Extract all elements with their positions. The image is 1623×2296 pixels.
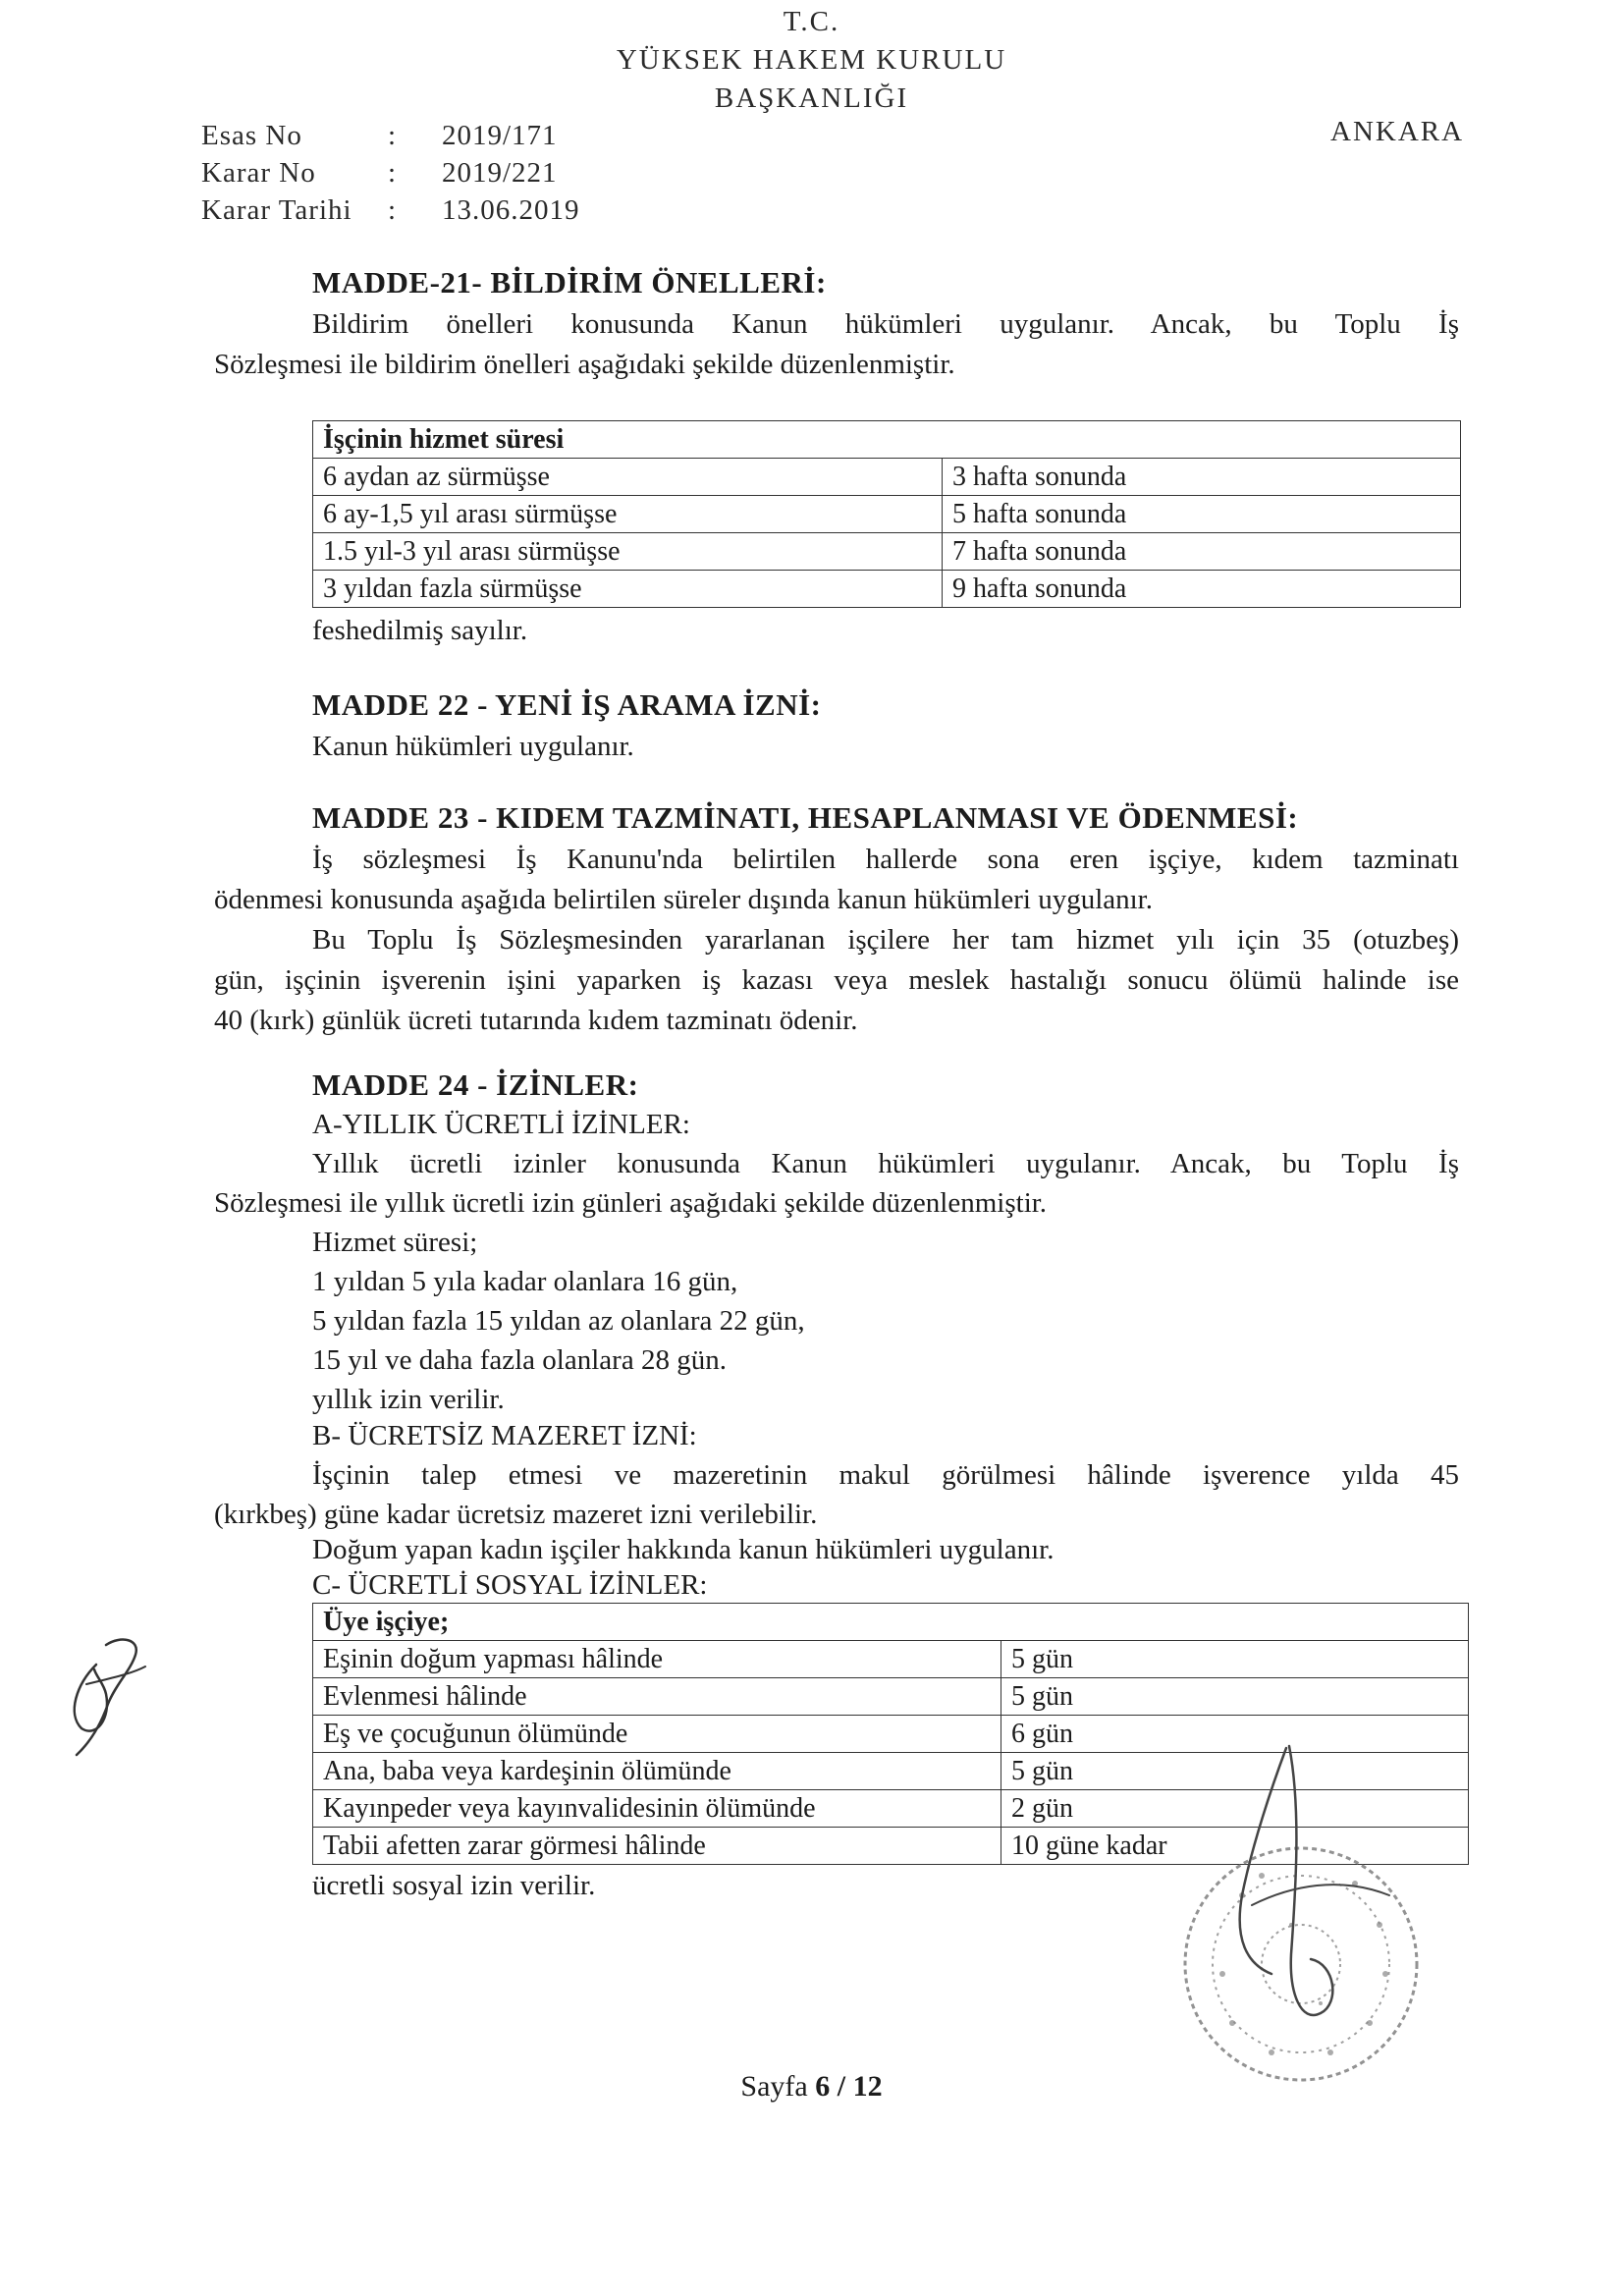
leave-event: Eş ve çocuğunun ölümünde (313, 1716, 1001, 1753)
notice-period: 3 yıldan fazla sürmüşse (313, 571, 943, 608)
table-row (313, 533, 1461, 571)
table-row (313, 571, 1461, 608)
meta-value: 2019/221 (442, 157, 558, 189)
header-tc: T.C. (783, 6, 840, 37)
m23-p2a: Bu Toplu İş Sözleşmesinden yararlanan işçilere her tam hizmet yılı için 35 (otuzbeş) (312, 924, 1459, 956)
notice-period: 6 ay-1,5 yıl arası sürmüşse (313, 496, 943, 533)
meta-karar-tarihi (201, 194, 580, 227)
meta-sep: : (388, 120, 398, 151)
header-city: ANKARA (1330, 116, 1465, 147)
table-row (313, 1678, 1469, 1716)
m21-p1b: Sözleşmesi ile bildirim önelleri aşağıdaki şekilde düzenlenmiştir. (214, 349, 955, 380)
table-row (313, 459, 1461, 496)
m24-b-title: B- ÜCRETSİZ MAZERET İZNİ: (312, 1420, 697, 1451)
m24-title: MADDE 24 - İZİNLER: (312, 1067, 639, 1102)
m23-p1b: ödenmesi konusunda aşağıda belirtilen süreler dışında kanun hükümleri uygulanır. (214, 884, 1153, 915)
notice-period: 6 aydan az sürmüşse (313, 459, 943, 496)
m23-p1a: İş sözleşmesi İş Kanunu'nda belirtilen hallerde sona eren işçiye, kıdem tazminatı (312, 844, 1459, 875)
page-label: Sayfa (740, 2070, 816, 2103)
page-number: 6 / 12 (815, 2070, 883, 2103)
leave-event: Ana, baba veya kardeşinin ölümünde (313, 1753, 1001, 1790)
m24-c-title: C- ÜCRETLİ SOSYAL İZİNLER: (312, 1569, 708, 1601)
meta-karar (201, 157, 558, 190)
header-institution: YÜKSEK HAKEM KURULU (616, 44, 1007, 76)
notice-duration: 3 hafta sonunda (943, 459, 1461, 496)
official-seal-stamp (1154, 1728, 1448, 2121)
notice-table (312, 420, 1461, 608)
m23-p2c: 40 (kırk) günlük ücreti tutarında kıdem tazminatı ödenir. (214, 1005, 858, 1036)
leave-event: Eşinin doğum yapması hâlinde (313, 1641, 1001, 1678)
m21-after: feshedilmiş sayılır. (312, 615, 528, 646)
leave-event: Kayınpeder veya kayınvalidesinin ölümünde (313, 1790, 1001, 1828)
meta-sep: : (388, 194, 398, 226)
m24-b-p1a: İşçinin talep etmesi ve mazeretinin makul görülmesi hâlinde işverence yılda 45 (312, 1459, 1459, 1491)
m24-a-l4: 15 yıl ve daha fazla olanlara 28 gün. (312, 1344, 727, 1376)
meta-value: 2019/171 (442, 120, 558, 151)
table-row (313, 496, 1461, 533)
social-leave-table-header: Üye işçiye; (313, 1604, 1469, 1641)
leave-event: Tabii afetten zarar görmesi hâlinde (313, 1828, 1001, 1865)
meta-value: 13.06.2019 (442, 194, 580, 226)
leave-days: 5 gün (1001, 1753, 1469, 1790)
notice-duration: 7 hafta sonunda (943, 533, 1461, 571)
meta-sep: : (388, 157, 398, 189)
m23-title: MADDE 23 - KIDEM TAZMİNATI, HESAPLANMASI VE ÖDENMESİ: (312, 800, 1299, 835)
leave-days: 5 gün (1001, 1678, 1469, 1716)
m24-a-p1b: Sözleşmesi ile yıllık ücretli izin günleri aşağıdaki şekilde düzenlenmiştir. (214, 1187, 1048, 1219)
notice-duration: 5 hafta sonunda (943, 496, 1461, 533)
leave-days: 5 gün (1001, 1641, 1469, 1678)
meta-esas (201, 120, 558, 152)
meta-label: Karar Tarihi (201, 194, 352, 226)
m24-a-l3: 5 yıldan fazla 15 yıldan az olanlara 22 gün, (312, 1305, 805, 1337)
handwritten-initials (47, 1625, 155, 1763)
m24-a-l2: 1 yıldan 5 yıla kadar olanlara 16 gün, (312, 1266, 738, 1297)
m23-p2b: gün, işçinin işverenin işini yaparken iş kazası veya meslek hastalığı sonucu ölümü halinde ise (214, 964, 1459, 996)
m24-b-p1b: (kırkbeş) güne kadar ücretsiz mazeret izni verilebilir. (214, 1499, 818, 1530)
leave-days: 6 gün (1001, 1716, 1469, 1753)
m24-c-after: ücretli sosyal izin verilir. (312, 1870, 596, 1901)
notice-period: 1.5 yıl-3 yıl arası sürmüşse (313, 533, 943, 571)
leave-event: Evlenmesi hâlinde (313, 1678, 1001, 1716)
leave-days: 2 gün (1001, 1790, 1469, 1828)
notice-table-header: İşçinin hizmet süresi (313, 421, 1461, 459)
m24-a-l1: Hizmet süresi; (312, 1227, 478, 1258)
m21-title: MADDE-21- BİLDİRİM ÖNELLERİ: (312, 265, 827, 300)
m24-b-p2: Doğum yapan kadın işçiler hakkında kanun hükümleri uygulanır. (312, 1534, 1055, 1565)
m21-p1a: Bildirim önelleri konusunda Kanun hükümleri uygulanır. Ancak, bu Toplu İş (312, 308, 1459, 340)
leave-days: 10 güne kadar (1001, 1828, 1469, 1865)
page-footer (0, 2070, 1623, 2104)
m22-title: MADDE 22 - YENİ İŞ ARAMA İZNİ: (312, 687, 822, 722)
meta-label: Karar No (201, 157, 316, 189)
m22-p1: Kanun hükümleri uygulanır. (312, 731, 634, 762)
m24-a-p1a: Yıllık ücretli izinler konusunda Kanun hükümleri uygulanır. Ancak, bu Toplu İş (312, 1148, 1459, 1179)
table-row (313, 1641, 1469, 1678)
m24-a-title: A-YILLIK ÜCRETLİ İZİNLER: (312, 1109, 690, 1140)
notice-duration: 9 hafta sonunda (943, 571, 1461, 608)
m24-a-l5: yıllık izin verilir. (312, 1384, 505, 1415)
header-presidency: BAŞKANLIĞI (714, 82, 909, 114)
meta-label: Esas No (201, 120, 302, 151)
